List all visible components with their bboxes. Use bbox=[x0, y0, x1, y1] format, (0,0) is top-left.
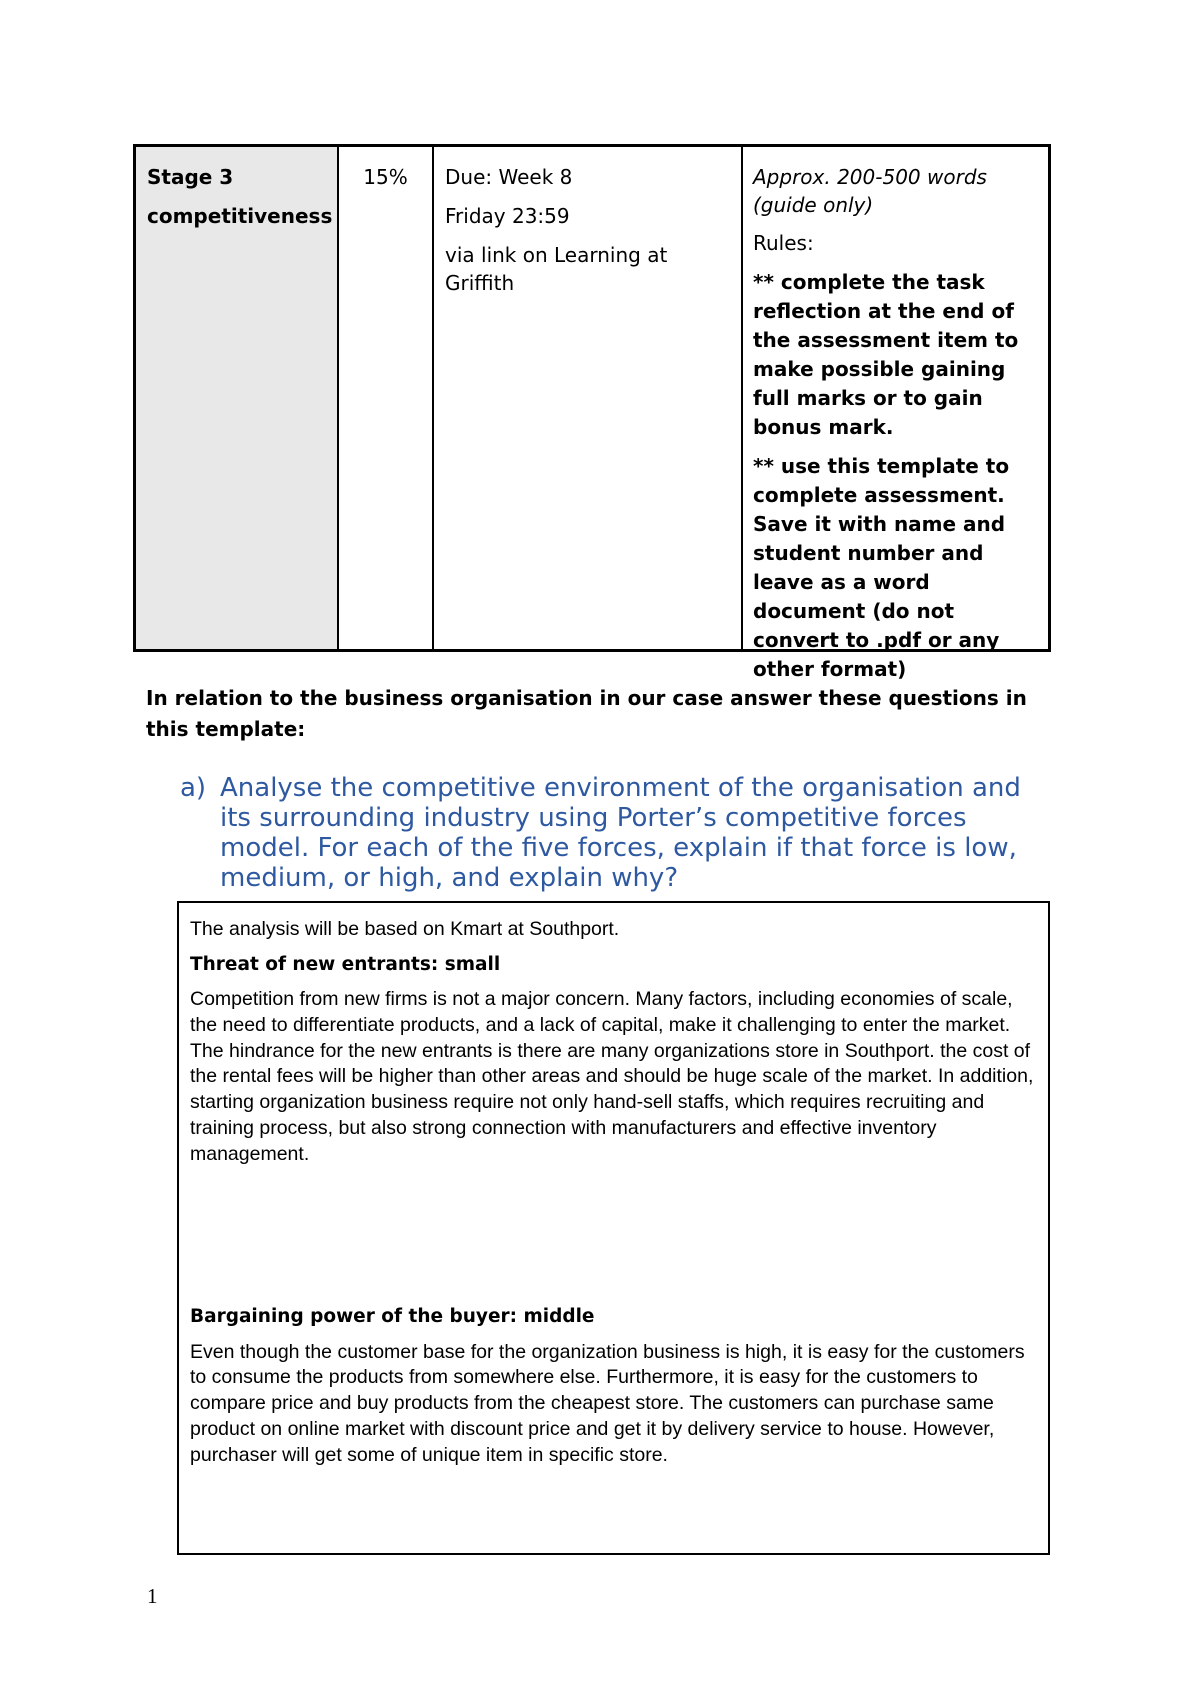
page-number: 1 bbox=[147, 1584, 158, 1608]
assessment-table bbox=[133, 144, 1051, 681]
buyer-power-heading: Bargaining power of the buyer: middle bbox=[190, 1306, 595, 1328]
answer-text-box[interactable] bbox=[177, 901, 1050, 1555]
rules-label: Rules: bbox=[753, 231, 814, 255]
instructions-text: In relation to the business organisation in our case answer these questions in this template: bbox=[146, 686, 1027, 741]
weight-value: 15% bbox=[363, 165, 408, 189]
due-line-1: Due: Week 8 bbox=[445, 165, 573, 189]
weight-cell bbox=[339, 147, 434, 649]
buyer-power-paragraph: Even though the customer base for the organization business is high, it is easy for the customers to consume the products from somewhere else. Furthermore, it is easy for the customers to compare price and buy products from the cheapest store. The customers can purchase same product on online market with discount price and get it by delivery service to house. However, purchaser will get some of unique item in specific store. bbox=[190, 1340, 1025, 1466]
rule-2: ** use this template to complete assessment. Save it with name and student number and leave as a word document (do not convert to .pdf or any other format) bbox=[753, 454, 1010, 681]
threat-new-entrants-paragraph: Competition from new firms is not a major concern. Many factors, including economies of scale, the need to differentiate products, and a lack of capital, make it challenging to enter the market. The hindrance for the new entrants is there are many organizations store in Southport. the cost of the rental fees will be higher than other areas and should be huge scale of the market. In addition, starting organization business require not only hand-sell staffs, which requires recruiting and training process, but also strong connection with manufacturers and effective inventory management. bbox=[190, 988, 1034, 1165]
stage-name: competitiveness bbox=[147, 204, 333, 228]
due-line-3: via link on Learning at Griffith bbox=[445, 243, 668, 295]
word-count-guide: Approx. 200-500 words (guide only) bbox=[753, 165, 987, 217]
question-label: a) bbox=[180, 773, 207, 803]
stage-cell bbox=[136, 147, 339, 649]
rule-1: ** complete the task reflection at the end of the assessment item to make possible gaining full marks or to gain bonus mark. bbox=[753, 270, 1019, 439]
blank-space bbox=[190, 1167, 1037, 1295]
due-cell bbox=[434, 147, 743, 649]
threat-new-entrants-heading: Threat of new entrants: small bbox=[190, 953, 501, 975]
question-text: Analyse the competitive environment of the organisation and its surrounding industry using Porter’s competitive forces model. For each of the five forces, explain if that force is low, medium, or high, and explain why? bbox=[220, 773, 1021, 894]
due-line-2: Friday 23:59 bbox=[445, 204, 570, 228]
stage-title: Stage 3 bbox=[147, 165, 234, 189]
question-a bbox=[180, 773, 1060, 894]
rules-cell bbox=[743, 147, 1048, 681]
answer-intro: The analysis will be based on Kmart at Southport. bbox=[190, 918, 620, 940]
